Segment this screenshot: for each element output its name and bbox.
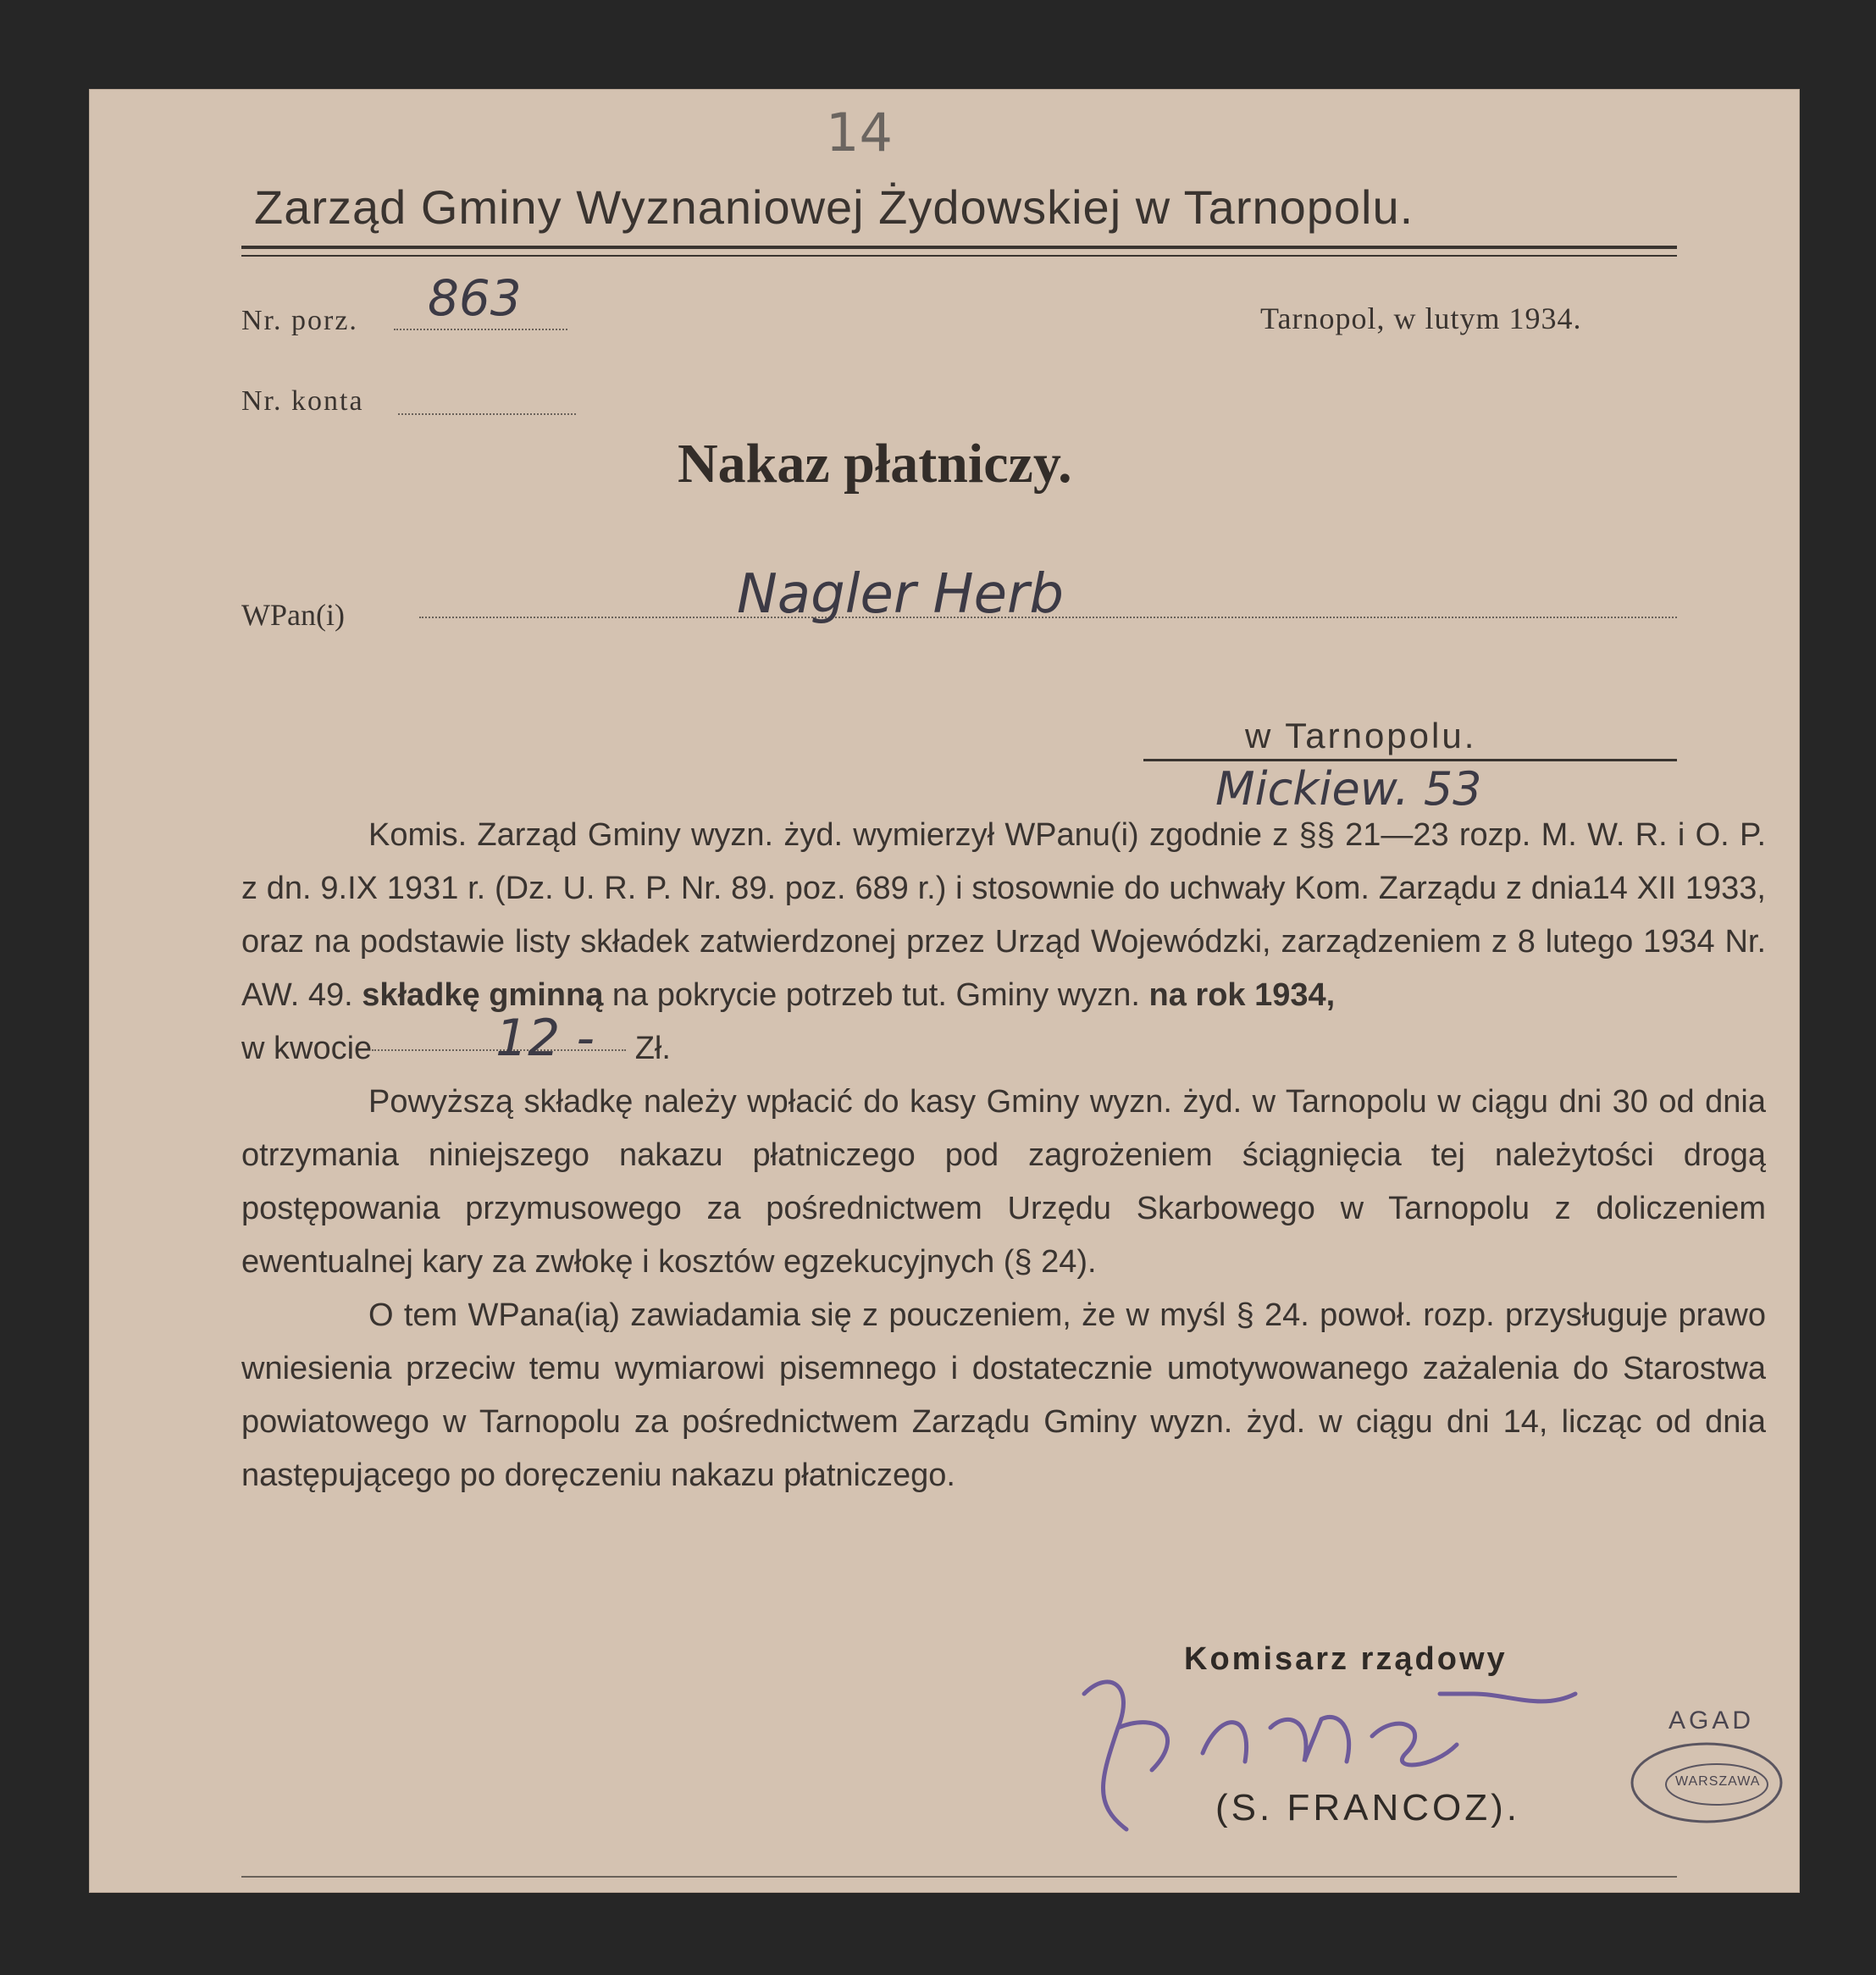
signature-role: Komisarz rządowy: [1184, 1641, 1508, 1677]
recipient-label: WPan(i): [241, 598, 345, 632]
nr-porz-dots: [394, 329, 567, 330]
city-rule: [1143, 759, 1677, 761]
amount-unit: Zł.: [634, 1031, 671, 1066]
place-date: Tarnopol, w lutym 1934.: [1260, 302, 1582, 335]
assessment-bold-year: na rok 1934,: [1148, 977, 1336, 1013]
page-number-mark: 14: [826, 102, 893, 163]
paragraph-appeal: O tem WPana(ią) zawiadamia się z pouczeniem, że w myśl § 24. powoł. rozp. przysługuje prawo wniesienia przeciw temu wymiarowi pisemnego i dostatecznie umotywowanego zażalenia do Starostwa powiatowego w Tarnopolu za pośrednictwem Zarządu Gminy wyzn. żyd. w ciągu dni 14, licząc od dnia następującego po doręczeniu nakazu płatniczego.: [241, 1297, 1766, 1493]
stamp-line1: AGAD: [1668, 1707, 1755, 1734]
nr-konta-label: Nr. konta: [241, 385, 364, 417]
bottom-rule: [241, 1876, 1677, 1878]
amount-label: w kwocie: [241, 1031, 373, 1066]
header-rule-thin: [241, 255, 1677, 257]
document-title: Nakaz płatniczy.: [678, 433, 1072, 495]
assessment-bold-fee: składkę gminną: [362, 977, 604, 1013]
body-text: [241, 809, 1766, 1502]
recipient-street: Mickiew. 53: [1215, 762, 1482, 816]
paragraph-assessment: [241, 809, 1766, 1022]
signature-name: (S. FRANCOZ).: [1215, 1787, 1520, 1828]
nr-konta-dots: [398, 413, 576, 415]
stamp-line2: WARSZAWA: [1675, 1774, 1761, 1789]
header-rule: [241, 246, 1677, 249]
amount-value: 12 -: [495, 1009, 595, 1068]
paragraph-payment: Powyższą składkę należy wpłacić do kasy Gminy wyzn. żyd. w Tarnopolu w ciągu dni 30 od dnia otrzymania niniejszego nakazu płatniczego pod zagrożeniem ściągnięcia tej należytości drogą postępowania przymusowego za pośrednictwem Urzędu Skarbowego w Tarnopolu z doliczeniem ewentualnej kary za zwłokę i kosztów egzekucyjnych (§ 24).: [241, 1084, 1766, 1280]
assessment-text-2: na pokrycie potrzeb tut. Gminy wyzn.: [611, 977, 1140, 1013]
recipient-name: Nagler Herb: [737, 563, 1064, 626]
nr-porz-label: Nr. porz.: [241, 305, 358, 336]
amount-line: [241, 1009, 1766, 1076]
header-title: Zarząd Gminy Wyznaniowej Żydowskiej w Tarnopolu.: [254, 180, 1414, 234]
signature-scribble: [1033, 1660, 1626, 1863]
assessment-text: Komis. Zarząd Gminy wyzn. żyd. wymierzył WPanu(i) zgodnie z §§ 21—23 rozp. M. W. R. i O. P. z dn. 9.IX 1931 r. (Dz. U. R. P. Nr. 89. poz. 689 r.) i stosownie do uchwały Kom. Zarządu z dnia14 XII 1933, oraz na podstawie listy składek zatwierdzonej przez Urząd Wojewódzki, zarządzeniem z 8 lutego 1934 Nr. AW. 49.: [241, 817, 1766, 1013]
nr-porz-value: 863: [428, 269, 522, 327]
recipient-city: w Tarnopolu.: [1245, 716, 1477, 755]
